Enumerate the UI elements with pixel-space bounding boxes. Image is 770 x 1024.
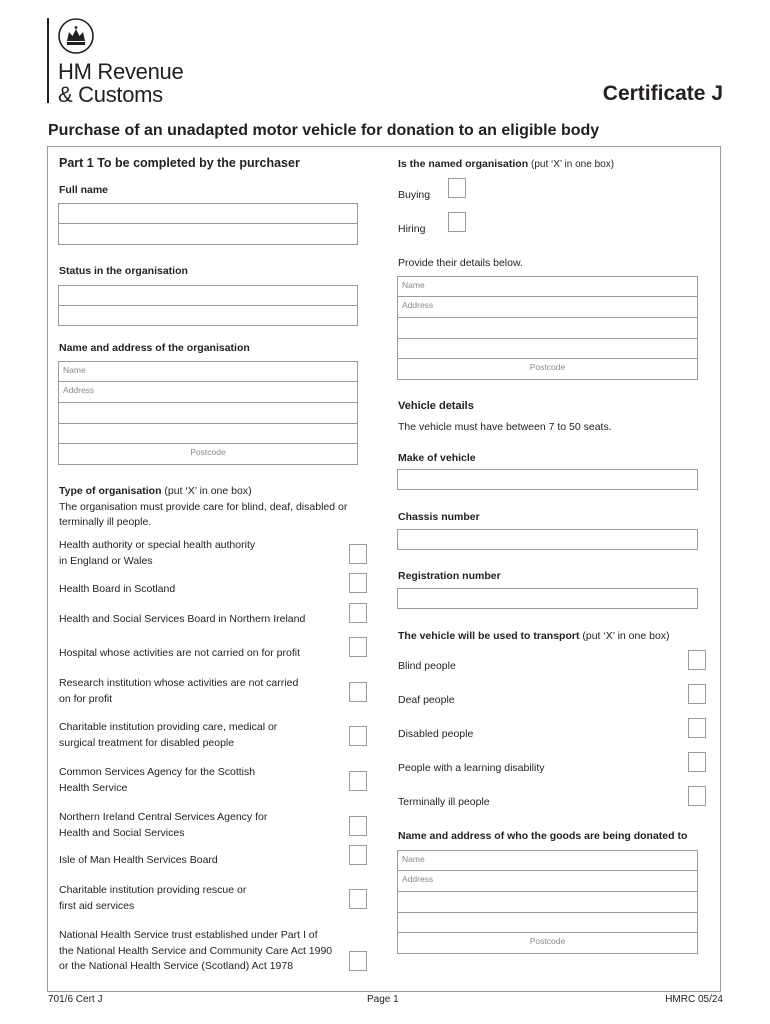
transport-option-label: Terminally ill people	[398, 796, 490, 808]
full-name-input-line-2[interactable]	[58, 224, 358, 245]
page-number: Page 1	[367, 994, 399, 1005]
org-type-option-label	[59, 765, 255, 796]
hiring-label: Hiring	[398, 223, 426, 235]
org-postcode-field[interactable]: Postcode	[58, 444, 358, 465]
org-type-checkbox-nhs-trust[interactable]	[349, 951, 367, 971]
transport-checkbox-deaf[interactable]	[688, 684, 706, 704]
transport-label: The vehicle will be used to transport	[398, 630, 580, 642]
status-input-line-1[interactable]	[58, 285, 358, 306]
org-type-text: surgical treatment for disabled people	[59, 736, 235, 749]
org-type-text: Health Service	[59, 781, 128, 794]
org-type-text: Charitable institution providing care, medical or	[59, 721, 278, 733]
org-type-text: on for profit	[59, 692, 113, 705]
named-org-address-line-2[interactable]	[397, 318, 698, 339]
org-type-hint: (put ‘X’ in one box)	[164, 485, 252, 497]
donee-address-line-2[interactable]	[397, 892, 698, 913]
named-org-address-line-3[interactable]	[397, 339, 698, 359]
registration-input[interactable]	[397, 588, 698, 609]
org-type-option-label: Isle of Man Health Services Board	[59, 854, 218, 866]
transport-checkbox-disabled[interactable]	[688, 718, 706, 738]
status-input-line-2[interactable]	[58, 306, 358, 326]
org-name-field[interactable]: Name	[58, 361, 358, 382]
make-label: Make of vehicle	[398, 452, 476, 464]
org-type-text: Health authority or special health authority	[59, 539, 256, 551]
org-type-checkbox-health-authority[interactable]	[349, 544, 367, 564]
org-type-text: Common Services Agency for the Scottish	[59, 766, 256, 778]
form-reference: 701/6 Cert J	[48, 994, 103, 1005]
donee-address-line-3[interactable]	[397, 913, 698, 933]
form-version: HMRC 05/24	[665, 994, 723, 1005]
org-type-option-label	[59, 538, 255, 569]
chassis-input[interactable]	[397, 529, 698, 550]
org-type-description: The organisation must provide care for blind, deaf, disabled or terminally ill people.	[59, 500, 348, 528]
org-type-option-label	[59, 720, 277, 751]
donee-name-field[interactable]: Name	[397, 850, 698, 871]
transport-hint: (put ‘X’ in one box)	[582, 630, 670, 642]
transport-option-label: Blind people	[398, 660, 456, 672]
logo-rule	[47, 18, 49, 103]
org-type-checkbox-hospital[interactable]	[349, 637, 367, 657]
full-name-input-line-1[interactable]	[58, 203, 358, 224]
org-address-line-3[interactable]	[58, 424, 358, 444]
named-org-question	[398, 157, 614, 173]
org-type-checkbox-common-services[interactable]	[349, 771, 367, 791]
royal-crown-crest-icon	[58, 18, 94, 54]
chassis-label: Chassis number	[398, 511, 480, 523]
named-org-name-field[interactable]: Name	[397, 276, 698, 297]
org-type-text: National Health Service trust established under Part I of	[59, 929, 318, 941]
transport-checkbox-blind[interactable]	[688, 650, 706, 670]
named-org-postcode-field[interactable]: Postcode	[397, 359, 698, 380]
org-type-text: in England or Wales	[59, 554, 153, 567]
org-type-text: or the National Health Service (Scotland) Act 1978	[59, 960, 294, 972]
make-input[interactable]	[397, 469, 698, 490]
hmrc-logo-text	[58, 60, 183, 106]
org-type-checkbox-health-board-scotland[interactable]	[349, 573, 367, 593]
page-title: Purchase of an unadapted motor vehicle for donation to an eligible body	[48, 122, 600, 139]
org-type-checkbox-ni-central[interactable]	[349, 816, 367, 836]
status-label: Status in the organisation	[59, 265, 188, 277]
transport-checkbox-learning-disability[interactable]	[688, 752, 706, 772]
transport-question	[398, 629, 670, 645]
full-name-label: Full name	[59, 184, 109, 196]
named-org-label: Is the named organisation	[398, 158, 529, 170]
org-address-line-2[interactable]	[58, 403, 358, 424]
seats-note: The vehicle must have between 7 to 50 seats.	[398, 421, 612, 433]
org-type-checkbox-isle-of-man[interactable]	[349, 845, 367, 865]
org-type-text: the National Health Service and Community Care Act 1990	[59, 944, 333, 957]
org-type-label: Type of organisation	[59, 485, 162, 497]
org-name-address-label: Name and address of the organisation	[59, 342, 250, 354]
org-type-text: Research institution whose activities are not carried	[59, 677, 299, 689]
donee-postcode-field[interactable]: Postcode	[397, 933, 698, 954]
org-type-checkbox-research[interactable]	[349, 682, 367, 702]
transport-option-label: Deaf people	[398, 694, 455, 706]
transport-option-label: Disabled people	[398, 728, 474, 740]
org-type-checkbox-charitable-care[interactable]	[349, 726, 367, 746]
org-type-text: Charitable institution providing rescue or	[59, 884, 247, 896]
provide-details-text: Provide their details below.	[398, 257, 523, 269]
hiring-checkbox[interactable]	[448, 212, 466, 232]
org-type-option-label	[59, 883, 246, 914]
org-type-option-label	[59, 810, 267, 841]
donee-address-field[interactable]: Address	[397, 871, 698, 892]
org-type-option-label: Health Board in Scotland	[59, 583, 176, 595]
org-type-checkbox-ni-board[interactable]	[349, 603, 367, 623]
logo-line-1: HM Revenue	[58, 59, 184, 84]
donated-to-label: Name and address of who the goods are being donated to	[398, 830, 688, 842]
named-org-hint: (put ‘X’ in one box)	[531, 159, 615, 170]
transport-checkbox-terminally-ill[interactable]	[688, 786, 706, 806]
org-address-field[interactable]: Address	[58, 382, 358, 403]
part1-heading: Part 1 To be completed by the purchaser	[59, 156, 300, 170]
org-type-option-label: Health and Social Services Board in Northern Ireland	[59, 613, 306, 625]
org-type-checkbox-rescue[interactable]	[349, 889, 367, 909]
registration-label: Registration number	[398, 570, 501, 582]
logo-line-2: & Customs	[58, 82, 163, 107]
buying-checkbox[interactable]	[448, 178, 466, 198]
transport-option-label: People with a learning disability	[398, 762, 545, 774]
certificate-title: Certificate J	[602, 82, 723, 105]
org-type-text: Health and Social Services	[59, 826, 185, 839]
org-type-section	[59, 484, 369, 531]
named-org-address-field[interactable]: Address	[397, 297, 698, 318]
vehicle-details-heading: Vehicle details	[398, 400, 474, 412]
org-type-option-label	[59, 676, 298, 707]
buying-label: Buying	[398, 189, 431, 201]
org-type-option-label: Hospital whose activities are not carried on for profit	[59, 647, 301, 659]
org-type-text: Northern Ireland Central Services Agency for	[59, 811, 268, 823]
org-type-option-label	[59, 928, 332, 975]
org-type-text: first aid services	[59, 899, 135, 912]
